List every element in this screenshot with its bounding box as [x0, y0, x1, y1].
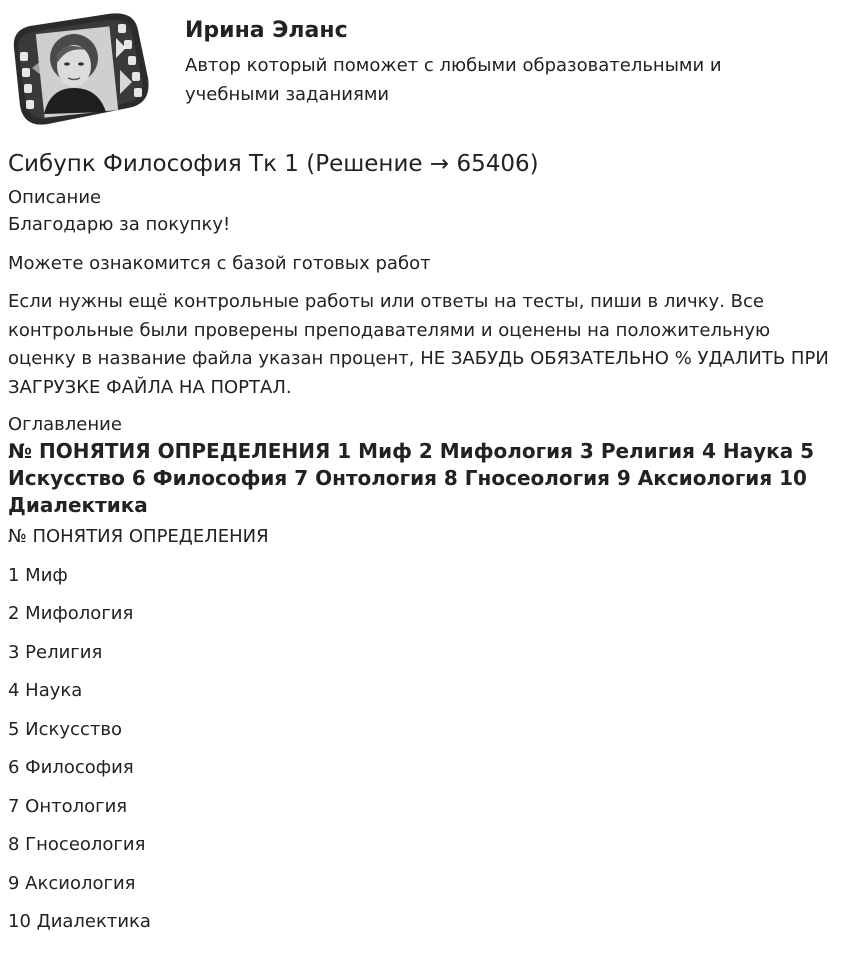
toc-item: 6 Философия	[8, 757, 134, 778]
toc-item: 8 Гносеология	[8, 834, 146, 855]
page-title: Сибупк Философия Тк 1 (Решение → 65406)	[8, 151, 539, 177]
document-content	[8, 148, 838, 948]
toc-item: 2 Мифология	[8, 603, 134, 624]
author-description: Автор который поможет с любыми образовательными и учебными заданиями	[185, 55, 722, 105]
description-paragraph: Благодарю за покупку!	[8, 214, 231, 235]
toc-item: 10 Диалектика	[8, 911, 151, 932]
author-card	[8, 8, 838, 128]
toc-item: 3 Религия	[8, 641, 103, 663]
author-avatar	[8, 8, 150, 126]
toc-item: 1 Миф	[8, 564, 68, 586]
toc-item: 4 Наука	[8, 680, 83, 701]
author-photo	[36, 26, 118, 117]
description-paragraph: Если нужны ещё контрольные работы или ответы на тесты, пиши в личку. Все контрольные были проверены преподавателями и оценены на положительную оценку в название файла указан процент, НЕ ЗАБУДЬ ОБЯЗАТЕЛЬНО % УДАЛИТЬ ПРИ ЗАГРУЗКЕ ФАЙЛА НА ПОРТАЛ.	[8, 291, 829, 398]
toc-item: 9 Аксиология	[8, 872, 136, 894]
toc-heading: № ПОНЯТИЯ ОПРЕДЕЛЕНИЯ 1 Миф 2 Мифология 3 Религия 4 Наука 5 Искусство 6 Философия 7 Онтология 8 Гносеология 9 Аксиология 10 Диалектика	[8, 439, 815, 517]
toc-item: № ПОНЯТИЯ ОПРЕДЕЛЕНИЯ	[8, 526, 269, 547]
description-paragraph: Можете ознакомится с базой готовых работ	[8, 252, 431, 274]
description-label: Описание	[8, 187, 102, 208]
author-name[interactable]: Ирина Эланс	[185, 18, 348, 43]
toc-item: 5 Искусство	[8, 718, 122, 740]
toc-item: 7 Онтология	[8, 795, 128, 817]
toc-label: Оглавление	[8, 414, 122, 435]
